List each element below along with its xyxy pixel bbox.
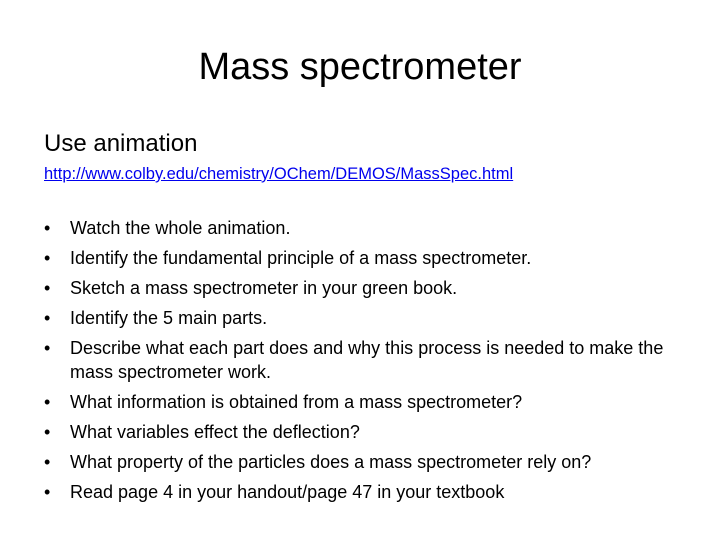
subheading: Use animation	[44, 130, 198, 157]
list-item	[44, 336, 684, 384]
list-item-text: What property of the particles does a mass spectrometer rely on?	[70, 452, 592, 472]
list-item-text: Identify the fundamental principle of a mass spectrometer.	[70, 248, 532, 268]
bullet-icon	[44, 216, 58, 240]
list-item-text: Sketch a mass spectrometer in your green book.	[70, 278, 458, 298]
list-item	[44, 450, 684, 474]
list-item-text: What variables effect the deflection?	[70, 422, 360, 442]
list-item	[44, 480, 684, 504]
list-item-text: Read page 4 in your handout/page 47 in your textbook	[70, 482, 505, 502]
list-item	[44, 420, 684, 444]
bullet-icon	[44, 390, 58, 414]
list-item	[44, 306, 684, 330]
bullet-icon	[44, 306, 58, 330]
list-item	[44, 216, 684, 240]
bullet-icon	[44, 246, 58, 270]
list-item-text: Identify the 5 main parts.	[70, 308, 268, 328]
list-item-text: Watch the whole animation.	[70, 218, 291, 238]
bullet-icon	[44, 480, 58, 504]
bullet-icon	[44, 450, 58, 474]
bullet-icon	[44, 336, 58, 360]
list-item-text: What information is obtained from a mass spectrometer?	[70, 392, 523, 412]
bullet-icon	[44, 420, 58, 444]
list-item	[44, 390, 684, 414]
slide-title: Mass spectrometer	[198, 46, 522, 88]
list-item-text: Describe what each part does and why this process is needed to make the mass spectrometer work.	[70, 338, 664, 382]
animation-link[interactable]: http://www.colby.edu/chemistry/OChem/DEMOS/MassSpec.html	[44, 165, 514, 183]
bullet-list	[44, 216, 684, 510]
bullet-icon	[44, 276, 58, 300]
list-item	[44, 246, 684, 270]
list-item	[44, 276, 684, 300]
